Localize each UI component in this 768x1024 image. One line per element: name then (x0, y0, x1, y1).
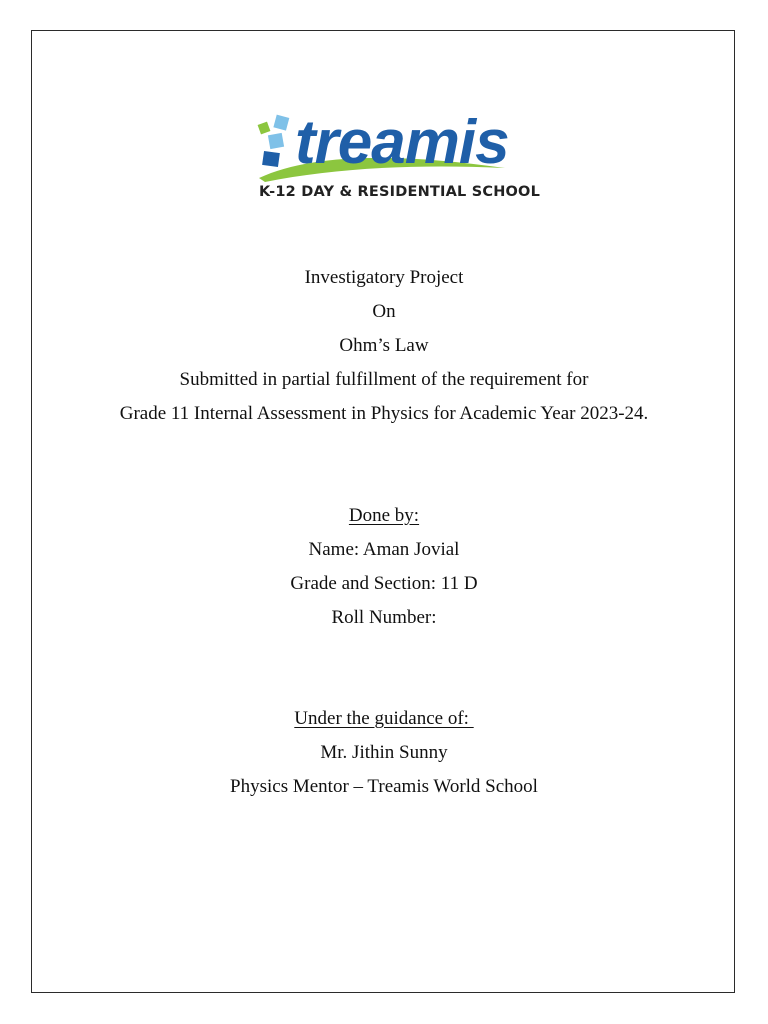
done-by-heading (0, 505, 768, 527)
done-by-heading-text: Done by: (348, 505, 420, 526)
logo-wordmark: treamis (295, 108, 509, 177)
school-logo (255, 108, 541, 204)
guidance-heading (0, 708, 768, 730)
roll-number: Roll Number: (331, 607, 437, 628)
assessment-line: Grade 11 Internal Assessment in Physics for Academic Year 2023-24. (119, 403, 649, 424)
student-name: Name: Aman Jovial (308, 539, 460, 560)
mentor-role: Physics Mentor – Treamis World School (230, 776, 538, 797)
grade-section: Grade and Section: 11 D (290, 573, 478, 594)
project-type: Investigatory Project (304, 267, 464, 288)
guidance-heading-text: Under the guidance of: (294, 708, 474, 729)
mentor-name: Mr. Jithin Sunny (320, 742, 448, 763)
project-topic: Ohm’s Law (339, 335, 429, 356)
submission-statement: Submitted in partial fulfillment of the requirement for (179, 369, 589, 390)
project-on: On (372, 301, 396, 322)
logo-tagline: K-12 DAY & RESIDENTIAL SCHOOL (259, 184, 541, 200)
